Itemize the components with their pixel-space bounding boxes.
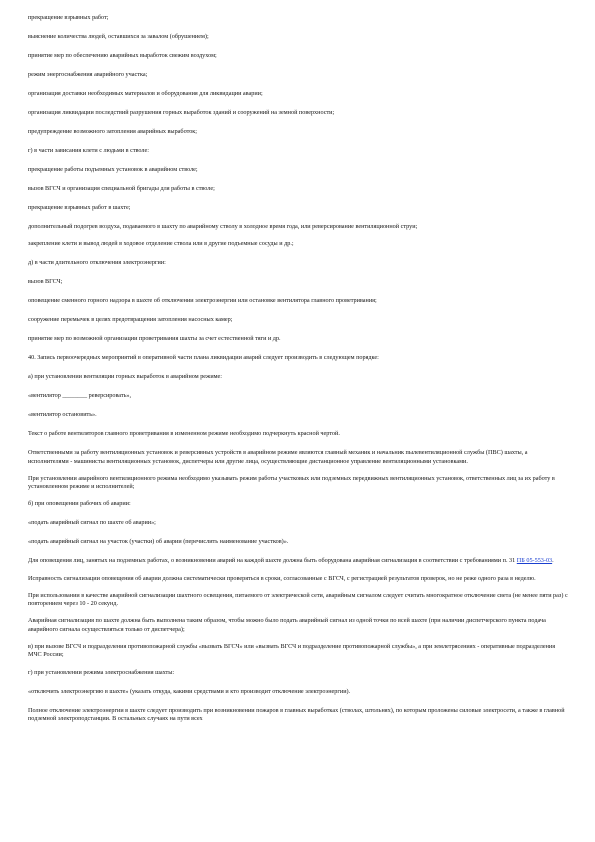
paragraph-text: «подать аварийный сигнал по шахте об аварии»; (28, 519, 156, 527)
paragraph-text: режим энергоснабжения аварийного участка; (28, 71, 148, 78)
paragraph-text: д) в части длительного отключения электроэнергии: (28, 259, 166, 267)
paragraph-text: предупреждение возможного затопления аварийных выработок; (28, 128, 198, 135)
paragraph (28, 52, 568, 60)
paragraph (28, 128, 568, 136)
paragraph (28, 373, 568, 381)
paragraph (28, 147, 568, 155)
paragraph-text: принятие мер по обеспечению аварийных выработок свежим воздухом; (28, 52, 217, 59)
paragraph-text: г) при установлении режима электроснабжения шахты: (28, 668, 175, 676)
paragraph-text: а) при установлении вентиляции горных выработок в аварийном режиме: (28, 373, 223, 381)
paragraph (28, 204, 568, 212)
paragraph (28, 14, 568, 22)
paragraph (28, 707, 568, 724)
paragraph (28, 90, 568, 98)
paragraph (28, 519, 568, 527)
paragraph-text: Полное отключение электроэнергии в шахте следует производить при возникновении пожаров в главных выработках (стволах, штольнях), по которым проложены силовые электросети, а также в главной подземной электроподстанции. В остальных случаях на пути всех (28, 706, 565, 723)
paragraph (28, 297, 568, 305)
paragraph-text: организация доставки необходимых материалов и оборудования для ликвидации аварии; (28, 90, 263, 97)
paragraph-text: Аварийная сигнализация по шахте должна быть выполнена таким образом, чтобы можно было подать аварийный сигнал из одной точки по всей шахте (при наличии диспетчерского пункта подача аварийного сигнала осуществляться только от диспетчера); (28, 617, 546, 633)
paragraph-text: г) в части зависания клети с людьми в стволе: (28, 147, 149, 154)
paragraph (28, 335, 568, 343)
paragraph-text: прекращение взрывных работ; (28, 14, 109, 21)
paragraph (28, 109, 568, 117)
paragraph-text: вызов ВГСЧ и организация специальной бригады для работы в стволе; (28, 185, 215, 192)
paragraph (28, 449, 568, 466)
paragraph-text: «вентилятор ________ реверсировать», (28, 392, 132, 400)
document-link[interactable]: ПБ 05-553-03 (516, 557, 553, 565)
paragraph (28, 430, 568, 438)
paragraph (28, 575, 568, 583)
paragraph (28, 617, 568, 634)
paragraph-text: в) при вызове ВГСЧ и подразделения противопожарной службы «вызвать ВГСЧ» или «вызвать ВГСЧ и подразделение противопожарной службы», а при землетрясениях - оперативные подразделения МЧС России; (28, 643, 556, 659)
paragraph-text: При установлении аварийного вентиляционного режима необходимо указывать режим работы участковых или подземных передвижных вентиляционных установок, ответственных лиц за их работу в установленном режиме и исполнителей; (28, 474, 555, 491)
paragraph-text: сооружение перемычек в целях предотвращения затопления насосных камер; (28, 316, 233, 324)
paragraph (28, 500, 568, 508)
paragraph (28, 392, 568, 400)
paragraph-text: «подать аварийный сигнал на участок (участки) об аварии (перечислить наименование участков)». (28, 538, 289, 546)
paragraph-text: организация ликвидации последствий разрушения горных выработок зданий и сооружений на земной поверхности; (28, 109, 335, 116)
paragraph (28, 240, 568, 248)
paragraph-text: «вентилятор остановить». (28, 411, 97, 419)
paragraph (28, 557, 568, 565)
paragraph-text: прекращение взрывных работ в шахте; (28, 204, 131, 211)
paragraph-text: вызов ВГСЧ; (28, 278, 63, 286)
paragraph (28, 592, 568, 609)
paragraph (28, 411, 568, 419)
paragraph (28, 185, 568, 193)
paragraph (28, 643, 568, 660)
paragraph (28, 71, 568, 79)
paragraph (28, 223, 568, 231)
paragraph (28, 259, 568, 267)
paragraph (28, 354, 568, 362)
paragraph (28, 33, 568, 41)
paragraph-text: прекращение работы подъемных установок в аварийном стволе; (28, 166, 198, 173)
paragraph (28, 538, 568, 546)
paragraph-text: б) при оповещении рабочих об аварии: (28, 500, 131, 508)
paragraph-text: Текст о работе вентиляторов главного проветривания в измененном режиме необходимо подчеркнуть красной чертой. (28, 430, 340, 438)
paragraph-tail: . (552, 557, 554, 565)
paragraph (28, 278, 568, 286)
paragraph-text: дополнительный подогрев воздуха, подаваемого в шахту по аварийному стволу в холодное время года, или реверсирование вентиляционной струи; (28, 223, 418, 230)
paragraph (28, 166, 568, 174)
paragraph-text: Для оповещения лиц, занятых на подземных работах, о возникновении аварий на каждой шахте должна быть оборудована аварийная сигнализация в соответствии с требованиями п. 31 (28, 557, 517, 565)
paragraph-text: Ответственными за работу вентиляционных установок и реверсивных устройств в аварийном режиме являются главный механик и начальник пылевентиляционной службы (ПВС) шахты, а исполнителями - машинисты вентиляционных установок, диспетчеры или другие лица, осуществляющие дистанционное управление вентиляционными установками. (28, 449, 528, 465)
paragraph-text: «отключить электроэнергию в шахте» (указать откуда, какими средствами и кто производит отключение электроэнергии). (28, 687, 351, 695)
document-page (28, 14, 568, 732)
paragraph (28, 669, 568, 677)
paragraph-text: 40. Запись первоочередных мероприятий в оперативной части плана ликвидации аварий следует производить в следующем порядке: (28, 354, 379, 362)
paragraph-text: выяснение количества людей, оставшихся за завалом (обрушением); (28, 33, 209, 40)
paragraph (28, 688, 568, 696)
paragraph-text: оповещение сменного горного надзора в шахте об отключении электроэнергии или остановке вентилятора главного проветривания; (28, 297, 377, 305)
paragraph-text: При использовании в качестве аварийной сигнализации шахтного освещения, питаемого от электрической сети, аварийным сигналом следует считать многократное отключение света (не менее пяти раз) с повторением через 10 - 20 секунд. (28, 591, 568, 608)
paragraph (28, 475, 568, 492)
paragraph (28, 316, 568, 324)
paragraph-text: принятие мер по возможной организации проветривания шахты за счет естественной тяги и др. (28, 335, 281, 343)
paragraph-text: Исправность сигнализации оповещения об аварии должна систематически проверяться в сроки, согласованные с ВГСЧ, с регистрацией результатов проверок, но не реже одного раза в неделю. (28, 574, 536, 582)
paragraph-text: закрепление клети и вывод людей в ходовое отделение ствола или в другие подъемные сосуды и др.; (28, 240, 294, 248)
